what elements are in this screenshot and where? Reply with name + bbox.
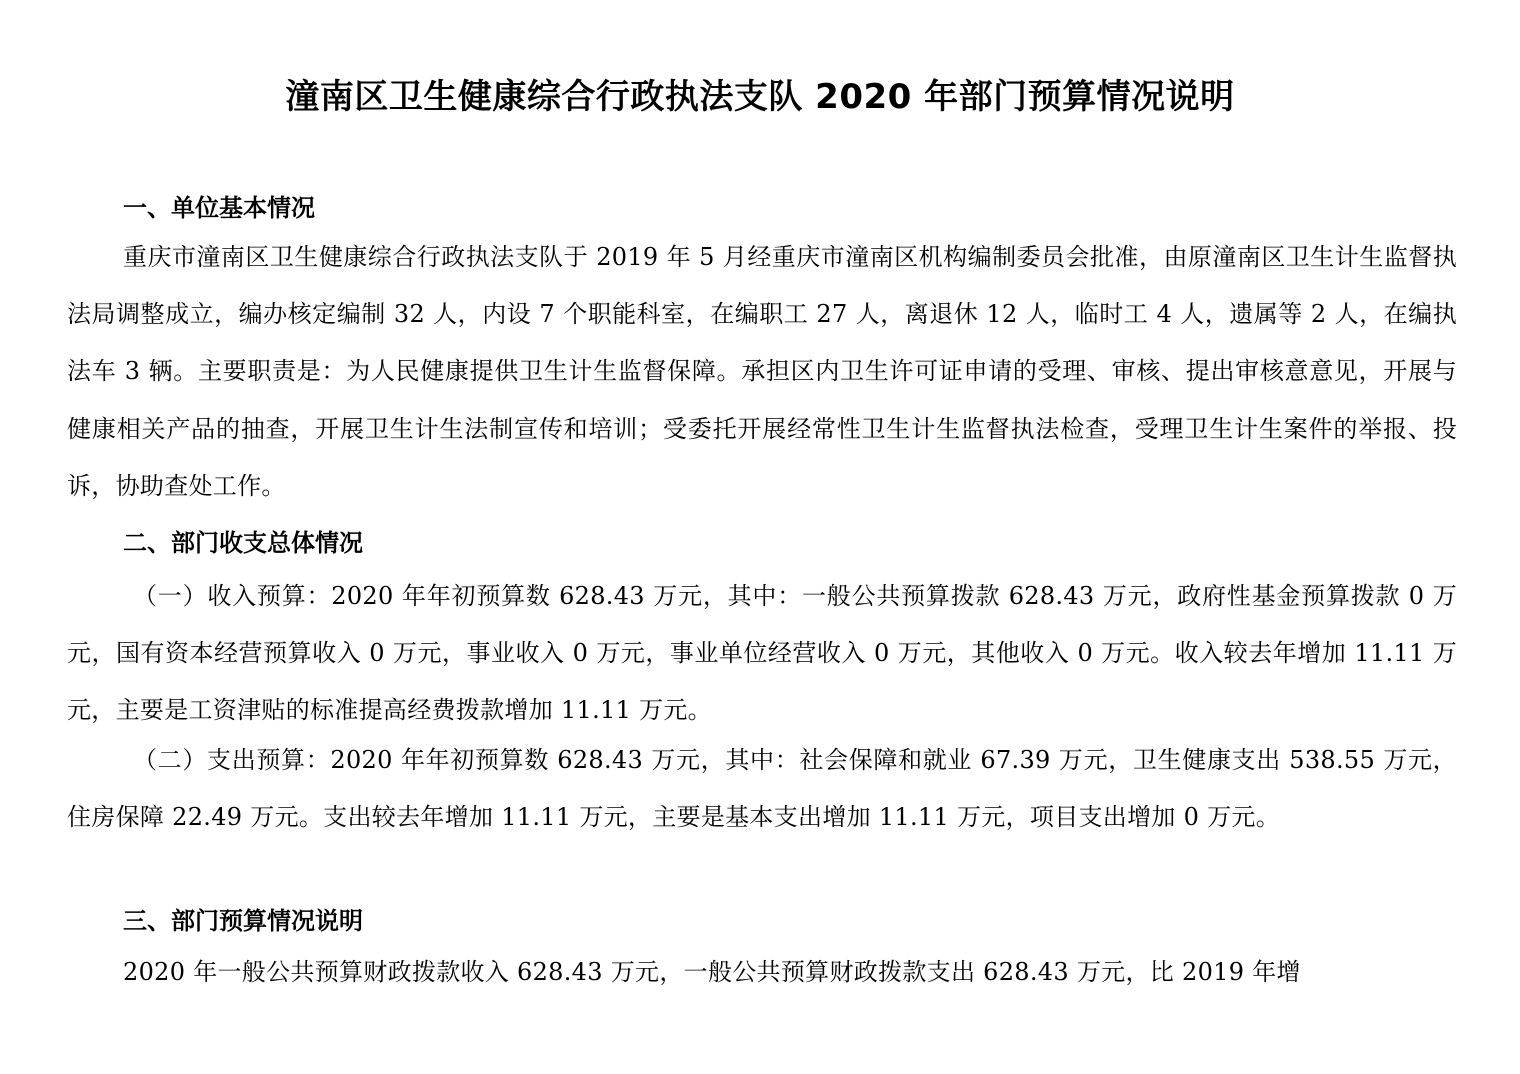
- budget-explanation-paragraph: 2020 年一般公共预算财政拨款收入 628.43 万元，一般公共预算财政拨款支出 628.43 万元，比 2019 年增: [123, 958, 1301, 986]
- expenditure-budget-paragraph: （二）支出预算：2020 年年初预算数 628.43 万元，其中：社会保障和就业 67.39 万元，卫生健康支出 538.55 万元，住房保障 22.49 万元。支出较去年增加 11.11 万元，主要是基本支出增加 11.11 万元，项目支出增加 0 万元。: [67, 746, 1457, 832]
- document-title: 潼南区卫生健康综合行政执法支队 2020 年部门预算情况说明: [285, 77, 1235, 117]
- section-heading-basic-info: 一、单位基本情况: [123, 194, 315, 222]
- section-heading-budget-explanation: 三、部门预算情况说明: [123, 907, 363, 935]
- section-heading-revenue-expenditure: 二、部门收支总体情况: [123, 529, 363, 557]
- basic-info-paragraph: 重庆市潼南区卫生健康综合行政执法支队于 2019 年 5 月经重庆市潼南区机构编制委员会批准，由原潼南区卫生计生监督执法局调整成立，编办核定编制 32 人，内设 7 个职能科室，在编职工 27 人，离退休 12 人，临时工 4 人，遗属等 2 人，在编执法车 3 辆。主要职责是：为人民健康提供卫生计生监督保障。承担区内卫生许可证申请的受理、审核、提出审核意意见，开展与健康相关产品的抽查，开展卫生计生法制宣传和培训；受委托开展经常性卫生计生监督执法检查，受理卫生计生案件的举报、投诉，协助查处工作。: [67, 243, 1457, 500]
- revenue-budget-paragraph: （一）收入预算：2020 年年初预算数 628.43 万元，其中：一般公共预算拨款 628.43 万元，政府性基金预算拨款 0 万元，国有资本经营预算收入 0 万元，事业收入 0 万元，事业单位经营收入 0 万元，其他收入 0 万元。收入较去年增加 11.11 万元，主要是工资津贴的标准提高经费拨款增加 11.11 万元。: [67, 582, 1457, 725]
